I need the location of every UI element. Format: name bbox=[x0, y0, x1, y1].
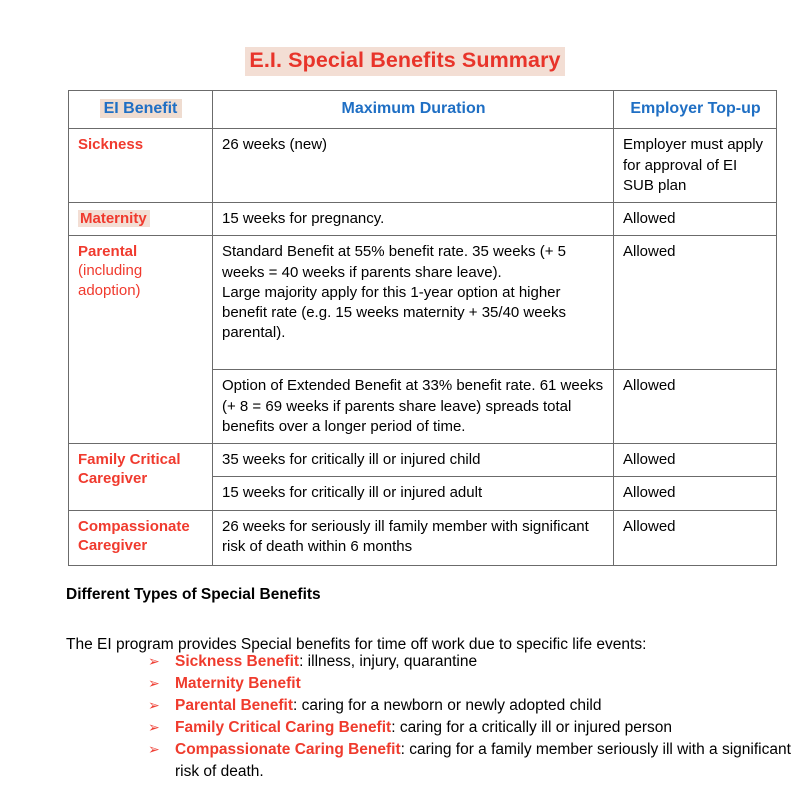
cell-benefit-name bbox=[69, 444, 213, 511]
benefit-types-list bbox=[148, 651, 798, 783]
cell-topup bbox=[614, 444, 777, 477]
list-item-label: Sickness Benefit bbox=[175, 653, 300, 670]
column-header-topup: Employer Top-up bbox=[614, 91, 777, 129]
cell-topup bbox=[614, 236, 777, 370]
cell-benefit-name bbox=[69, 203, 213, 236]
duration-text: Option of Extended Benefit at 33% benefit rate. 61 weeks (+ 8 = 69 weeks if parents share leave) spreads total benefits over a longer period of time. bbox=[222, 377, 604, 435]
arrow-bullet-icon: ➢ bbox=[148, 697, 160, 713]
benefit-name-sickness: Sickness bbox=[78, 136, 144, 154]
cell-topup bbox=[614, 129, 777, 203]
cell-duration bbox=[213, 444, 614, 477]
list-item-label: Parental Benefit bbox=[175, 697, 294, 714]
cell-topup bbox=[614, 203, 777, 236]
arrow-bullet-icon: ➢ bbox=[148, 741, 160, 757]
cell-duration bbox=[213, 370, 614, 444]
benefit-name-family-critical-caregiver: Family Critical Caregiver bbox=[78, 451, 181, 488]
table-row bbox=[69, 510, 777, 565]
page-title: E.I. Special Benefits Summary bbox=[245, 47, 564, 76]
list-item bbox=[148, 673, 798, 695]
cell-duration bbox=[213, 510, 614, 565]
duration-text: 26 weeks (new) bbox=[222, 136, 328, 154]
list-item bbox=[148, 651, 798, 673]
cell-benefit-name bbox=[69, 510, 213, 565]
benefit-name-maternity-label: Maternity bbox=[78, 210, 150, 227]
cell-duration bbox=[213, 203, 614, 236]
cell-duration bbox=[213, 477, 614, 510]
column-header-duration: Maximum Duration bbox=[213, 91, 614, 129]
cell-benefit-name bbox=[69, 236, 213, 444]
list-item-description: : caring for a newborn or newly adopted child bbox=[293, 697, 602, 714]
benefit-name-compassionate-caregiver: Compassionate Caregiver bbox=[78, 517, 190, 554]
list-item-description: : caring for a family member seriously ill with a significant risk of death. bbox=[175, 741, 791, 780]
cell-topup bbox=[614, 370, 777, 444]
topup-text: Allowed bbox=[623, 377, 676, 395]
table-header-row bbox=[69, 91, 777, 129]
list-item bbox=[148, 695, 798, 717]
duration-text: Standard Benefit at 55% benefit rate. 35 weeks (+ 5 weeks = 40 weeks if parents share leave). bbox=[222, 243, 566, 281]
cell-benefit-name bbox=[69, 129, 213, 203]
duration-text: 15 weeks for pregnancy. bbox=[222, 210, 385, 228]
list-item-description: : illness, injury, quarantine bbox=[299, 653, 478, 670]
benefit-name-parental: Parental bbox=[78, 243, 138, 261]
table-row bbox=[69, 236, 777, 370]
table-row bbox=[69, 129, 777, 203]
column-header-benefit-label: EI Benefit bbox=[100, 99, 183, 118]
arrow-bullet-icon: ➢ bbox=[148, 653, 160, 669]
topup-text: Allowed bbox=[623, 210, 676, 228]
duration-text: 26 weeks for seriously ill family member with significant risk of death within 6 months bbox=[222, 517, 589, 555]
section-heading: Different Types of Special Benefits bbox=[66, 586, 321, 603]
intro-paragraph: The EI program provides Special benefits for time off work due to specific life events: bbox=[66, 636, 647, 653]
page-title-container bbox=[0, 47, 810, 76]
list-item-label: Maternity Benefit bbox=[175, 675, 301, 692]
topup-text: Allowed bbox=[623, 484, 676, 502]
benefit-name-maternity bbox=[78, 209, 204, 228]
duration-text-secondary: Large majority apply for this 1-year option at higher benefit rate (e.g. 15 weeks maternity + 35/40 weeks parental). bbox=[222, 283, 566, 342]
column-header-benefit bbox=[69, 91, 213, 129]
list-item-description: : caring for a critically ill or injured person bbox=[391, 719, 673, 736]
duration-text: 15 weeks for critically ill or injured adult bbox=[222, 484, 483, 502]
cell-topup bbox=[614, 477, 777, 510]
cell-topup bbox=[614, 510, 777, 565]
cell-duration bbox=[213, 236, 614, 370]
list-item bbox=[148, 717, 798, 739]
cell-duration bbox=[213, 129, 614, 203]
special-benefits-table bbox=[68, 90, 777, 566]
duration-text: 35 weeks for critically ill or injured child bbox=[222, 451, 481, 469]
topup-text: Allowed bbox=[623, 451, 676, 469]
benefit-name-parental-sub: (including adoption) bbox=[78, 262, 143, 299]
arrow-bullet-icon: ➢ bbox=[148, 675, 160, 691]
table-body bbox=[69, 129, 777, 565]
topup-text: Allowed bbox=[623, 517, 676, 535]
table-row bbox=[69, 444, 777, 477]
table-row bbox=[69, 203, 777, 236]
table-header bbox=[69, 91, 777, 129]
topup-text: Employer must apply for approval of EI SUB plan bbox=[623, 136, 764, 194]
list-item-label: Compassionate Caring Benefit bbox=[175, 741, 401, 758]
topup-text: Allowed bbox=[623, 243, 676, 261]
list-item bbox=[148, 739, 798, 783]
arrow-bullet-icon: ➢ bbox=[148, 719, 160, 735]
list-item-label: Family Critical Caring Benefit bbox=[175, 719, 392, 736]
